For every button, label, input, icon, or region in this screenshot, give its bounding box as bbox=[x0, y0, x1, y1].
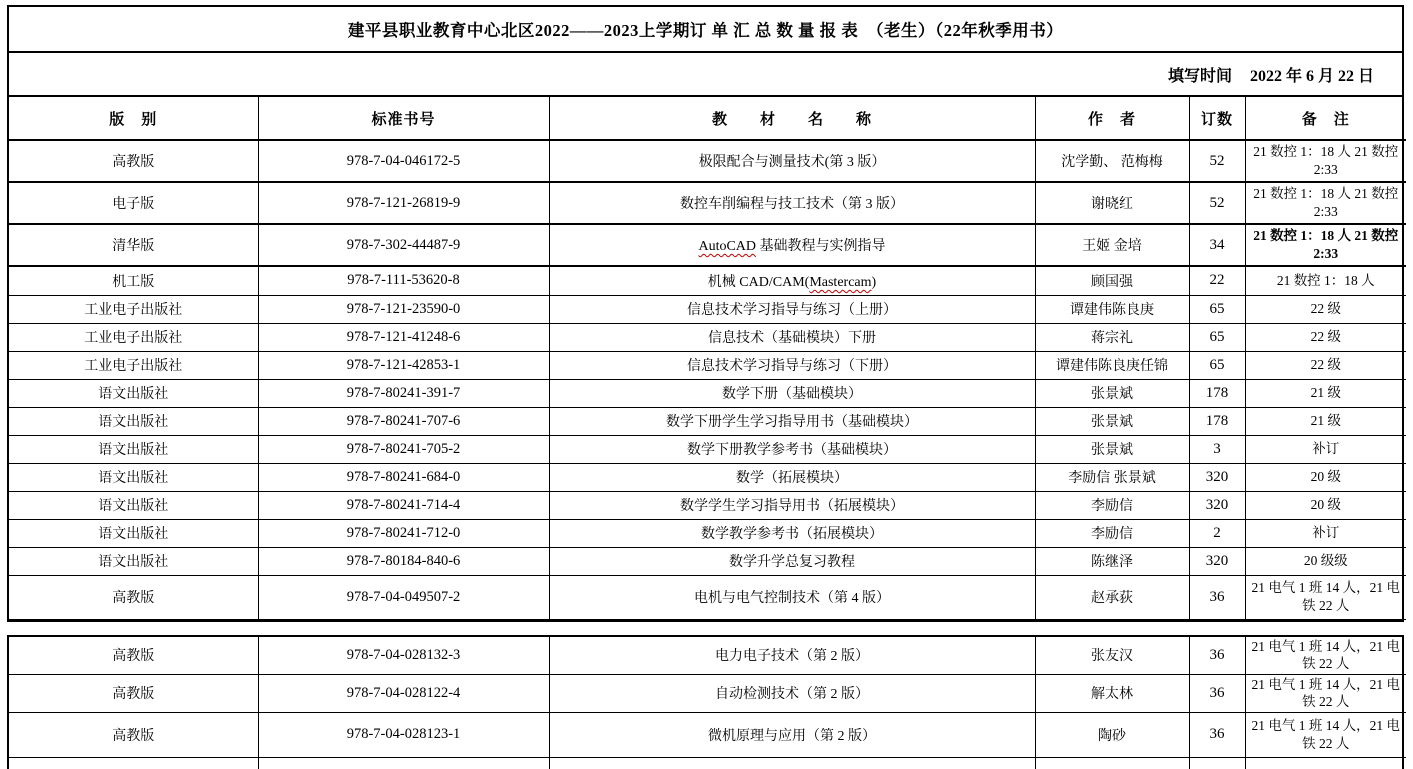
table-row bbox=[9, 435, 1406, 463]
table-row bbox=[9, 182, 1406, 224]
cell-book-name bbox=[549, 435, 1035, 463]
book-name-text: 极限配合与测量技术(第 3 版） bbox=[698, 155, 886, 170]
cell-remark: 21 数控 1：18 人 bbox=[1245, 266, 1406, 295]
cell-book-name bbox=[549, 463, 1035, 491]
cell-remark: 20 级 bbox=[1245, 491, 1406, 519]
cell-isbn: 978-7-04-049507-2 bbox=[258, 575, 549, 619]
book-name-text: 电机与电气控制技术（第 4 版） bbox=[694, 591, 890, 606]
header-quantity: 订数 bbox=[1189, 97, 1245, 140]
table-row bbox=[9, 547, 1406, 575]
cell-quantity: 3 bbox=[1189, 435, 1245, 463]
cell-publisher: 高教版 bbox=[9, 140, 258, 182]
table-row bbox=[9, 379, 1406, 407]
cell-remark: 21 数控 1：18 人 21 数控 2:33 bbox=[1245, 224, 1406, 266]
cell-book-name bbox=[549, 519, 1035, 547]
book-name-text: 数控车削编程与技工技术（第 3 版） bbox=[680, 197, 904, 212]
header-book-name: 教 材 名 称 bbox=[549, 97, 1035, 140]
cell-book-name bbox=[549, 637, 1035, 675]
cell-author: 沈学勤、 范梅梅 bbox=[1035, 140, 1189, 182]
table-row bbox=[9, 351, 1406, 379]
cell-author: 蒋宗礼 bbox=[1035, 323, 1189, 351]
cell-isbn: 978-7-121-41248-6 bbox=[258, 323, 549, 351]
book-name-text: 信息技术（基础模块）下册 bbox=[708, 331, 876, 346]
cell-quantity: 178 bbox=[1189, 379, 1245, 407]
cell-remark: 21 级 bbox=[1245, 379, 1406, 407]
book-name-text: 数学（拓展模块） bbox=[736, 471, 848, 486]
cell-publisher: 高教版 bbox=[9, 575, 258, 619]
table-section-gap bbox=[0, 622, 1413, 635]
cell-publisher: 语文出版社 bbox=[9, 547, 258, 575]
cell-publisher: 清华版 bbox=[9, 224, 258, 266]
cell-remark: 22 级 bbox=[1245, 351, 1406, 379]
cell-quantity: 65 bbox=[1189, 323, 1245, 351]
header-row bbox=[9, 97, 1406, 140]
cell-publisher: 语文出版社 bbox=[9, 519, 258, 547]
cell-isbn: 978-7-121-42853-1 bbox=[258, 351, 549, 379]
cell-remark: 22 级 bbox=[1245, 295, 1406, 323]
table-row bbox=[9, 140, 1406, 182]
table-row bbox=[9, 712, 1406, 757]
cell-author: 谭建伟陈良庚 bbox=[1035, 295, 1189, 323]
header-remark: 备 注 bbox=[1245, 97, 1406, 140]
cell-quantity: 36 bbox=[1189, 575, 1245, 619]
spellcheck-wavy-underline: AutoCAD bbox=[698, 239, 757, 254]
table-body-upper bbox=[9, 140, 1406, 619]
book-name-text: 数学学生学习指导用书（拓展模块） bbox=[680, 499, 904, 514]
table-row bbox=[9, 323, 1406, 351]
cell-quantity: 36 bbox=[1189, 712, 1245, 757]
table-row bbox=[9, 407, 1406, 435]
cell-remark: 21 数控 1：18 人 21 数控 2:33 bbox=[1245, 140, 1406, 182]
cell-author: 陈继泽 bbox=[1035, 547, 1189, 575]
cell-book-name bbox=[549, 295, 1035, 323]
table-row bbox=[9, 491, 1406, 519]
cell-publisher: 语文出版社 bbox=[9, 463, 258, 491]
cell-book-name bbox=[549, 575, 1035, 619]
cell-quantity: 320 bbox=[1189, 491, 1245, 519]
cell-publisher: 语文出版社 bbox=[9, 379, 258, 407]
cell-author: 李励信 bbox=[1035, 491, 1189, 519]
cell-author: 谢晓红 bbox=[1035, 182, 1189, 224]
cell-isbn: 978-7-04-028132-3 bbox=[258, 637, 549, 675]
cell-book-name bbox=[549, 407, 1035, 435]
cell-isbn: 978-7-80184-840-6 bbox=[258, 547, 549, 575]
cell-remark: 20 级级 bbox=[1245, 547, 1406, 575]
cell-publisher: 语文出版社 bbox=[9, 491, 258, 519]
cell-book-name bbox=[549, 379, 1035, 407]
cell-book-name bbox=[549, 182, 1035, 224]
book-name-text: 数学下册教学参考书（基础模块） bbox=[687, 443, 897, 458]
cell-book-name bbox=[549, 266, 1035, 295]
cell-isbn: 978-7-80241-391-7 bbox=[258, 379, 549, 407]
cell-book-name bbox=[549, 491, 1035, 519]
cell-author: 张景斌 bbox=[1035, 407, 1189, 435]
order-table-lower bbox=[9, 637, 1406, 769]
cell-isbn: 978-7-111-53620-8 bbox=[258, 266, 549, 295]
table-body-lower bbox=[9, 637, 1406, 769]
cell-book-name bbox=[549, 674, 1035, 712]
order-table-upper bbox=[9, 97, 1406, 620]
cell-isbn: 978-7-80241-712-0 bbox=[258, 519, 549, 547]
cell-publisher: 工业电子出版社 bbox=[9, 323, 258, 351]
spellcheck-wavy-underline: Mastercam bbox=[809, 274, 872, 290]
cell-isbn: 978-7-04-028123-1 bbox=[258, 712, 549, 757]
cell-quantity: 52 bbox=[1189, 182, 1245, 224]
book-name-text: 电力电子技术（第 2 版） bbox=[715, 649, 869, 665]
cell-quantity: 2 bbox=[1189, 519, 1245, 547]
book-name-text: 数学下册学生学习指导用书（基础模块） bbox=[666, 415, 918, 430]
cell-publisher: 机工版 bbox=[9, 266, 258, 295]
empty-cell bbox=[1189, 757, 1245, 769]
book-name-text: ) bbox=[871, 274, 877, 290]
empty-cell bbox=[549, 757, 1035, 769]
cell-isbn: 978-7-121-23590-0 bbox=[258, 295, 549, 323]
cell-isbn: 978-7-04-028122-4 bbox=[258, 674, 549, 712]
cell-quantity: 65 bbox=[1189, 351, 1245, 379]
cell-publisher: 高教版 bbox=[9, 674, 258, 712]
order-summary-sheet-upper bbox=[7, 5, 1404, 622]
cell-publisher: 电子版 bbox=[9, 182, 258, 224]
cell-quantity: 178 bbox=[1189, 407, 1245, 435]
empty-cell bbox=[258, 757, 549, 769]
cell-isbn: 978-7-80241-707-6 bbox=[258, 407, 549, 435]
cell-remark: 21 数控 1：18 人 21 数控 2:33 bbox=[1245, 182, 1406, 224]
book-name-text: 数学教学参考书（拓展模块） bbox=[701, 527, 883, 542]
cell-quantity: 52 bbox=[1189, 140, 1245, 182]
fill-date-row bbox=[9, 53, 1402, 97]
cell-author: 王姬 金培 bbox=[1035, 224, 1189, 266]
cell-remark: 21 电气 1 班 14 人，21 电铁 22 人 bbox=[1245, 712, 1406, 757]
cell-isbn: 978-7-80241-705-2 bbox=[258, 435, 549, 463]
cell-remark: 22 级 bbox=[1245, 323, 1406, 351]
cell-author: 赵承荻 bbox=[1035, 575, 1189, 619]
cell-remark: 21 级 bbox=[1245, 407, 1406, 435]
cell-quantity: 320 bbox=[1189, 547, 1245, 575]
cell-publisher: 语文出版社 bbox=[9, 435, 258, 463]
book-name-text: 信息技术学习指导与练习（上册） bbox=[687, 303, 897, 318]
fill-date-value: 2022 年 6 月 22 日 bbox=[1249, 67, 1374, 85]
empty-cell bbox=[1245, 757, 1406, 769]
cell-author: 张友汉 bbox=[1035, 637, 1189, 675]
cell-remark: 21 电气 1 班 14 人，21 电铁 22 人 bbox=[1245, 674, 1406, 712]
table-row-partial bbox=[9, 757, 1406, 769]
cell-book-name bbox=[549, 351, 1035, 379]
table-row bbox=[9, 519, 1406, 547]
cell-author: 顾国强 bbox=[1035, 266, 1189, 295]
empty-cell bbox=[9, 757, 258, 769]
cell-author: 张景斌 bbox=[1035, 435, 1189, 463]
cell-publisher: 工业电子出版社 bbox=[9, 351, 258, 379]
cell-author: 陶砂 bbox=[1035, 712, 1189, 757]
table-row bbox=[9, 575, 1406, 619]
cell-quantity: 36 bbox=[1189, 637, 1245, 675]
cell-remark: 补订 bbox=[1245, 519, 1406, 547]
cell-book-name bbox=[549, 547, 1035, 575]
cell-book-name bbox=[549, 323, 1035, 351]
cell-remark: 21 电气 1 班 14 人，21 电铁 22 人 bbox=[1245, 575, 1406, 619]
cell-author: 谭建伟陈良庚任锦 bbox=[1035, 351, 1189, 379]
book-name-text: 微机原理与应用（第 2 版） bbox=[708, 728, 876, 744]
header-isbn: 标准书号 bbox=[258, 97, 549, 140]
cell-author: 张景斌 bbox=[1035, 379, 1189, 407]
cell-remark: 21 电气 1 班 14 人，21 电铁 22 人 bbox=[1245, 637, 1406, 675]
book-name-text: 基础教程与实例指导 bbox=[756, 239, 886, 254]
table-header bbox=[9, 97, 1406, 140]
report-title bbox=[9, 7, 1402, 53]
book-name-text: 信息技术学习指导与练习（下册） bbox=[687, 359, 897, 374]
book-name-text: 机械 CAD/CAM( bbox=[707, 274, 810, 290]
cell-isbn: 978-7-04-046172-5 bbox=[258, 140, 549, 182]
cell-book-name bbox=[549, 224, 1035, 266]
table-row bbox=[9, 266, 1406, 295]
fill-date-label: 填写时间 bbox=[1167, 67, 1232, 85]
cell-publisher: 工业电子出版社 bbox=[9, 295, 258, 323]
cell-publisher: 语文出版社 bbox=[9, 407, 258, 435]
report-title-text: 建平县职业教育中心北区2022——2023上学期订 单 汇 总 数 量 报 表 （老生）（22年秋季用书） bbox=[347, 21, 1064, 40]
table-row bbox=[9, 224, 1406, 266]
table-row bbox=[9, 295, 1406, 323]
header-publisher: 版 别 bbox=[9, 97, 258, 140]
book-name-text: 自动检测技术（第 2 版） bbox=[715, 687, 869, 703]
cell-book-name bbox=[549, 712, 1035, 757]
cell-quantity: 65 bbox=[1189, 295, 1245, 323]
cell-book-name bbox=[549, 140, 1035, 182]
cell-quantity: 36 bbox=[1189, 674, 1245, 712]
cell-isbn: 978-7-80241-714-4 bbox=[258, 491, 549, 519]
cell-isbn: 978-7-121-26819-9 bbox=[258, 182, 549, 224]
cell-remark: 补订 bbox=[1245, 435, 1406, 463]
cell-isbn: 978-7-80241-684-0 bbox=[258, 463, 549, 491]
cell-author: 解太林 bbox=[1035, 674, 1189, 712]
table-row bbox=[9, 637, 1406, 675]
cell-quantity: 320 bbox=[1189, 463, 1245, 491]
cell-quantity: 22 bbox=[1189, 266, 1245, 295]
table-row bbox=[9, 674, 1406, 712]
table-row bbox=[9, 463, 1406, 491]
cell-author: 李励信 张景斌 bbox=[1035, 463, 1189, 491]
order-summary-sheet-lower bbox=[7, 635, 1404, 769]
book-name-text: 数学升学总复习教程 bbox=[729, 555, 855, 570]
empty-cell bbox=[1035, 757, 1189, 769]
cell-quantity: 34 bbox=[1189, 224, 1245, 266]
cell-publisher: 高教版 bbox=[9, 637, 258, 675]
cell-remark: 20 级 bbox=[1245, 463, 1406, 491]
cell-isbn: 978-7-302-44487-9 bbox=[258, 224, 549, 266]
cell-author: 李励信 bbox=[1035, 519, 1189, 547]
book-name-text: 数学下册（基础模块） bbox=[722, 387, 862, 402]
cell-publisher: 高教版 bbox=[9, 712, 258, 757]
header-author: 作 者 bbox=[1035, 97, 1189, 140]
